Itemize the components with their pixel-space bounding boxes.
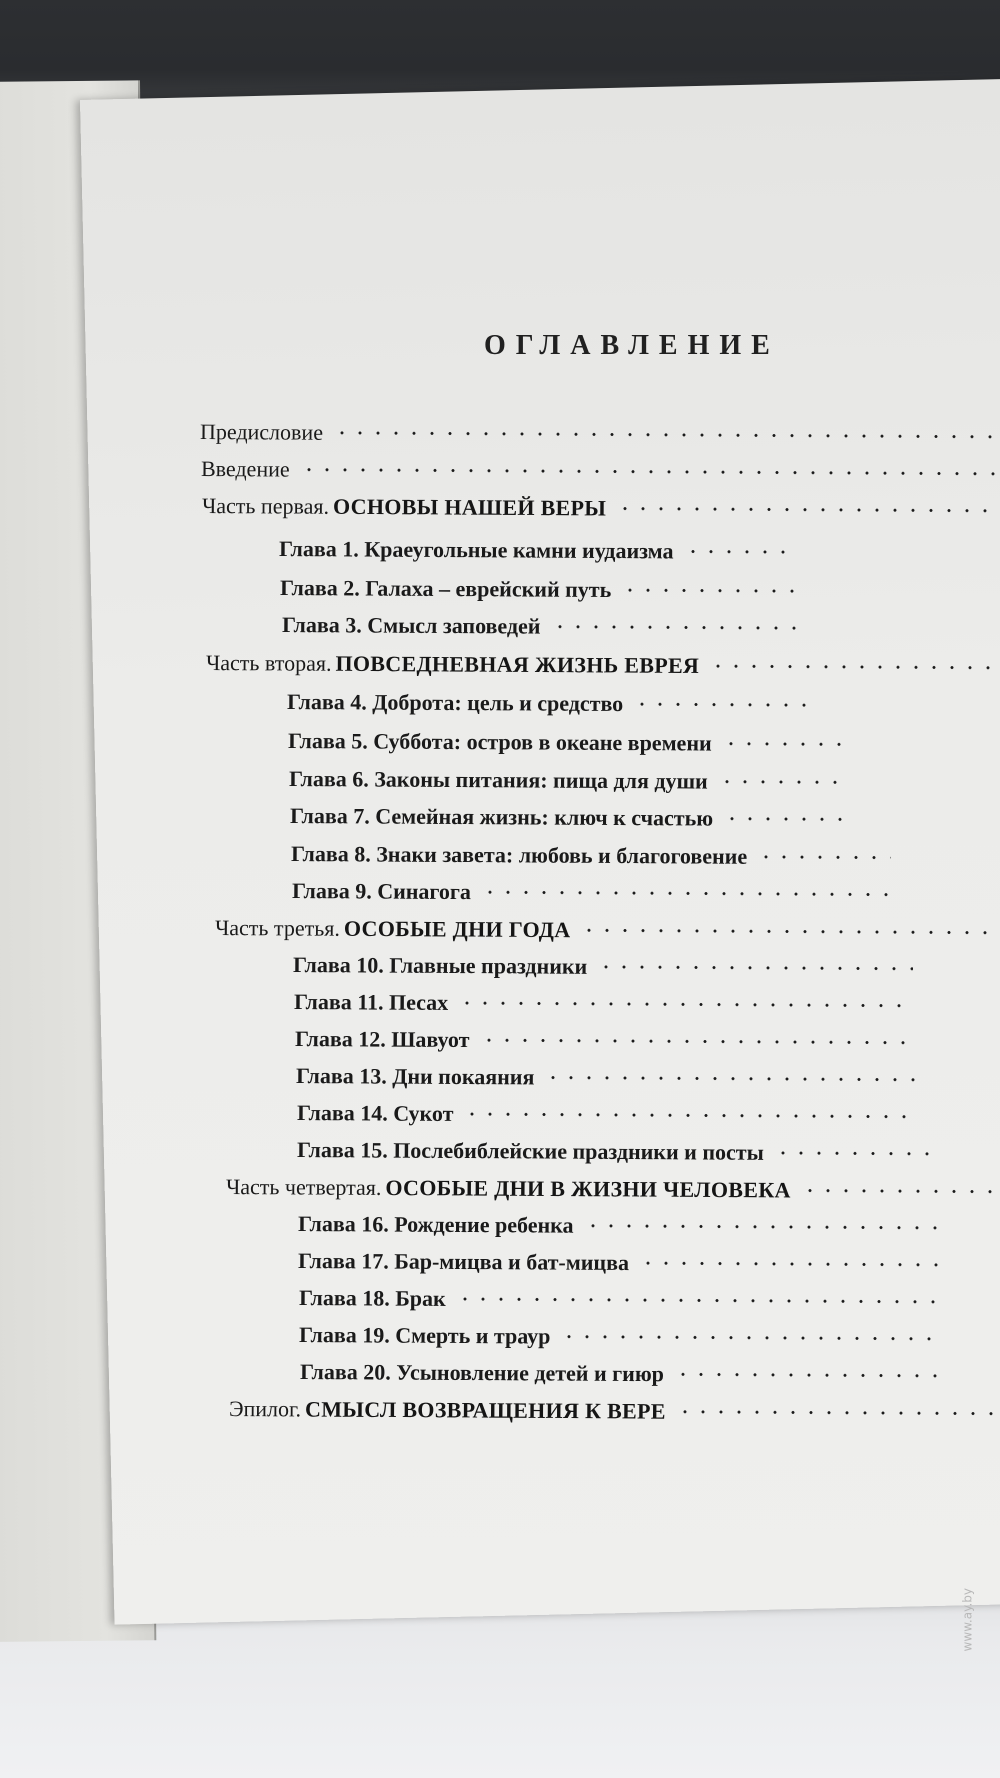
toc-chapter-label: Глава 3. Смысл заповедей: [281, 612, 541, 639]
toc-chapter-label: Глава 16. Рождение ребенка: [297, 1211, 574, 1238]
toc-chapter-label: Глава 5. Суббота: остров в океане времени: [287, 728, 712, 756]
toc-part-label: Часть вторая.: [205, 650, 332, 676]
dot-leader: [629, 701, 807, 708]
dot-leader: [576, 927, 1000, 936]
toc-entry-label: Предисловие: [199, 419, 324, 445]
toc-part-heading: СМЫСЛ ВОЗВРАЩЕНИЯ К ВЕРЕ: [305, 1396, 666, 1424]
dot-leader: [593, 964, 913, 972]
toc-chapter-label: Глава 12. Шавуот: [294, 1026, 470, 1053]
toc-chapter-label: Глава 18. Брак: [298, 1285, 446, 1311]
toc-part-heading: ПОВСЕДНЕВНАЯ ЖИЗНЬ ЕВРЕЯ: [335, 650, 700, 679]
toc-entry-chapter-5: [288, 724, 848, 761]
dot-leader: [452, 1296, 939, 1305]
dot-leader: [475, 1037, 915, 1046]
dot-leader: [753, 854, 891, 861]
dot-leader: [546, 624, 802, 632]
toc-entry-introduction: [201, 452, 1000, 491]
toc-entry-chapter-16: [298, 1207, 938, 1245]
toc-part-heading: ОСОБЫЕ ДНИ В ЖИЗНИ ЧЕЛОВЕКА: [385, 1174, 791, 1203]
toc-entry-label: Введение: [200, 456, 290, 482]
toc-entry-epilogue: [229, 1392, 999, 1431]
toc-entry-chapter-13: [296, 1059, 916, 1097]
dot-leader: [556, 1334, 939, 1342]
toc-entry-part-2: [206, 646, 1000, 685]
toc-chapter-label: Глава 20. Усыновление детей и гиюр: [299, 1359, 665, 1387]
dot-leader: [718, 741, 848, 748]
toc-entry-chapter-19: [299, 1318, 939, 1356]
toc-entry-chapter-18: [299, 1281, 939, 1319]
toc-entry-chapter-17: [298, 1244, 938, 1282]
toc-part-label: Часть третья.: [214, 915, 340, 941]
toc-part-heading: ОСОБЫЕ ДНИ ГОДА: [343, 915, 571, 943]
toc-entry-part-1: [202, 489, 1000, 528]
toc-entry-part-3: [215, 911, 1000, 950]
dot-leader: [617, 587, 800, 594]
dot-leader: [770, 1150, 937, 1157]
toc-title: ОГЛАВЛЕНИЕ: [484, 330, 780, 361]
toc-part-label: Часть первая.: [201, 493, 330, 519]
toc-chapter-label: Глава 8. Знаки завета: любовь и благоговение: [290, 841, 748, 869]
dot-leader: [329, 430, 1000, 440]
toc-chapter-label: Глава 2. Галаха – еврейский путь: [279, 575, 612, 603]
watermark-text: www.ay.by: [960, 1588, 974, 1652]
dot-leader: [670, 1371, 940, 1379]
toc-entry-chapter-6: [289, 762, 849, 799]
dot-leader: [580, 1223, 938, 1231]
dot-leader: [680, 548, 800, 555]
toc-part-label: Часть четвертая.: [225, 1174, 382, 1200]
toc-entry-chapter-9: [292, 874, 892, 912]
toc-chapter-label: Глава 4. Доброта: цель и средство: [286, 689, 624, 717]
toc-entry-chapter-8: [291, 837, 891, 875]
toc-chapter-label: Глава 13. Дни покаяния: [295, 1063, 535, 1090]
dot-leader: [635, 1260, 938, 1268]
toc-chapter-label: Глава 11. Песах: [293, 989, 449, 1015]
dot-leader: [540, 1074, 916, 1082]
toc-entry-part-4: [226, 1170, 1000, 1209]
toc-entry-chapter-4: [287, 685, 807, 722]
dot-leader: [797, 1187, 1000, 1194]
toc-chapter-label: Глава 14. Сукот: [296, 1100, 454, 1126]
toc-part-heading: ОСНОВЫ НАШЕЙ ВЕРЫ: [332, 493, 607, 521]
toc-entry-preface: [200, 415, 1000, 454]
toc-chapter-label: Глава 15. Послебиблейские праздники и посты: [296, 1137, 764, 1165]
toc-entry-chapter-10: [293, 948, 913, 986]
dot-leader: [672, 1409, 999, 1417]
toc-entry-chapter-2: [280, 571, 800, 608]
toc-part-label: Эпилог.: [228, 1396, 302, 1422]
toc-entry-chapter-15: [297, 1133, 937, 1171]
toc-chapter-label: Глава 6. Законы питания: пища для души: [288, 766, 708, 794]
toc-chapter-label: Глава 7. Семейная жизнь: ключ к счастью: [289, 803, 714, 831]
dot-leader: [612, 506, 1000, 514]
toc-entry-chapter-11: [294, 985, 914, 1023]
dot-leader: [714, 779, 849, 786]
toc-chapter-label: Глава 1. Краеугольные камни иудаизма: [278, 536, 674, 564]
toc-entry-chapter-12: [295, 1022, 915, 1060]
dot-leader: [454, 1000, 914, 1009]
toc-entry-chapter-3: [282, 608, 802, 645]
dot-leader: [296, 467, 1000, 477]
dot-leader: [477, 889, 892, 898]
toc-entry-chapter-7: [290, 799, 850, 836]
toc-chapter-label: Глава 17. Бар-мицва и бат-мицва: [297, 1248, 630, 1276]
dot-leader: [705, 663, 1000, 671]
toc-entry-chapter-20: [300, 1355, 940, 1393]
toc-chapter-label: Глава 9. Синагога: [291, 878, 471, 905]
toc-chapter-label: Глава 19. Смерть и траур: [298, 1322, 551, 1349]
toc-entry-chapter-14: [297, 1096, 917, 1134]
toc-entry-chapter-1: [279, 532, 799, 569]
dot-leader: [719, 816, 850, 823]
dot-leader: [459, 1111, 917, 1120]
toc-chapter-label: Глава 10. Главные праздники: [292, 952, 588, 979]
